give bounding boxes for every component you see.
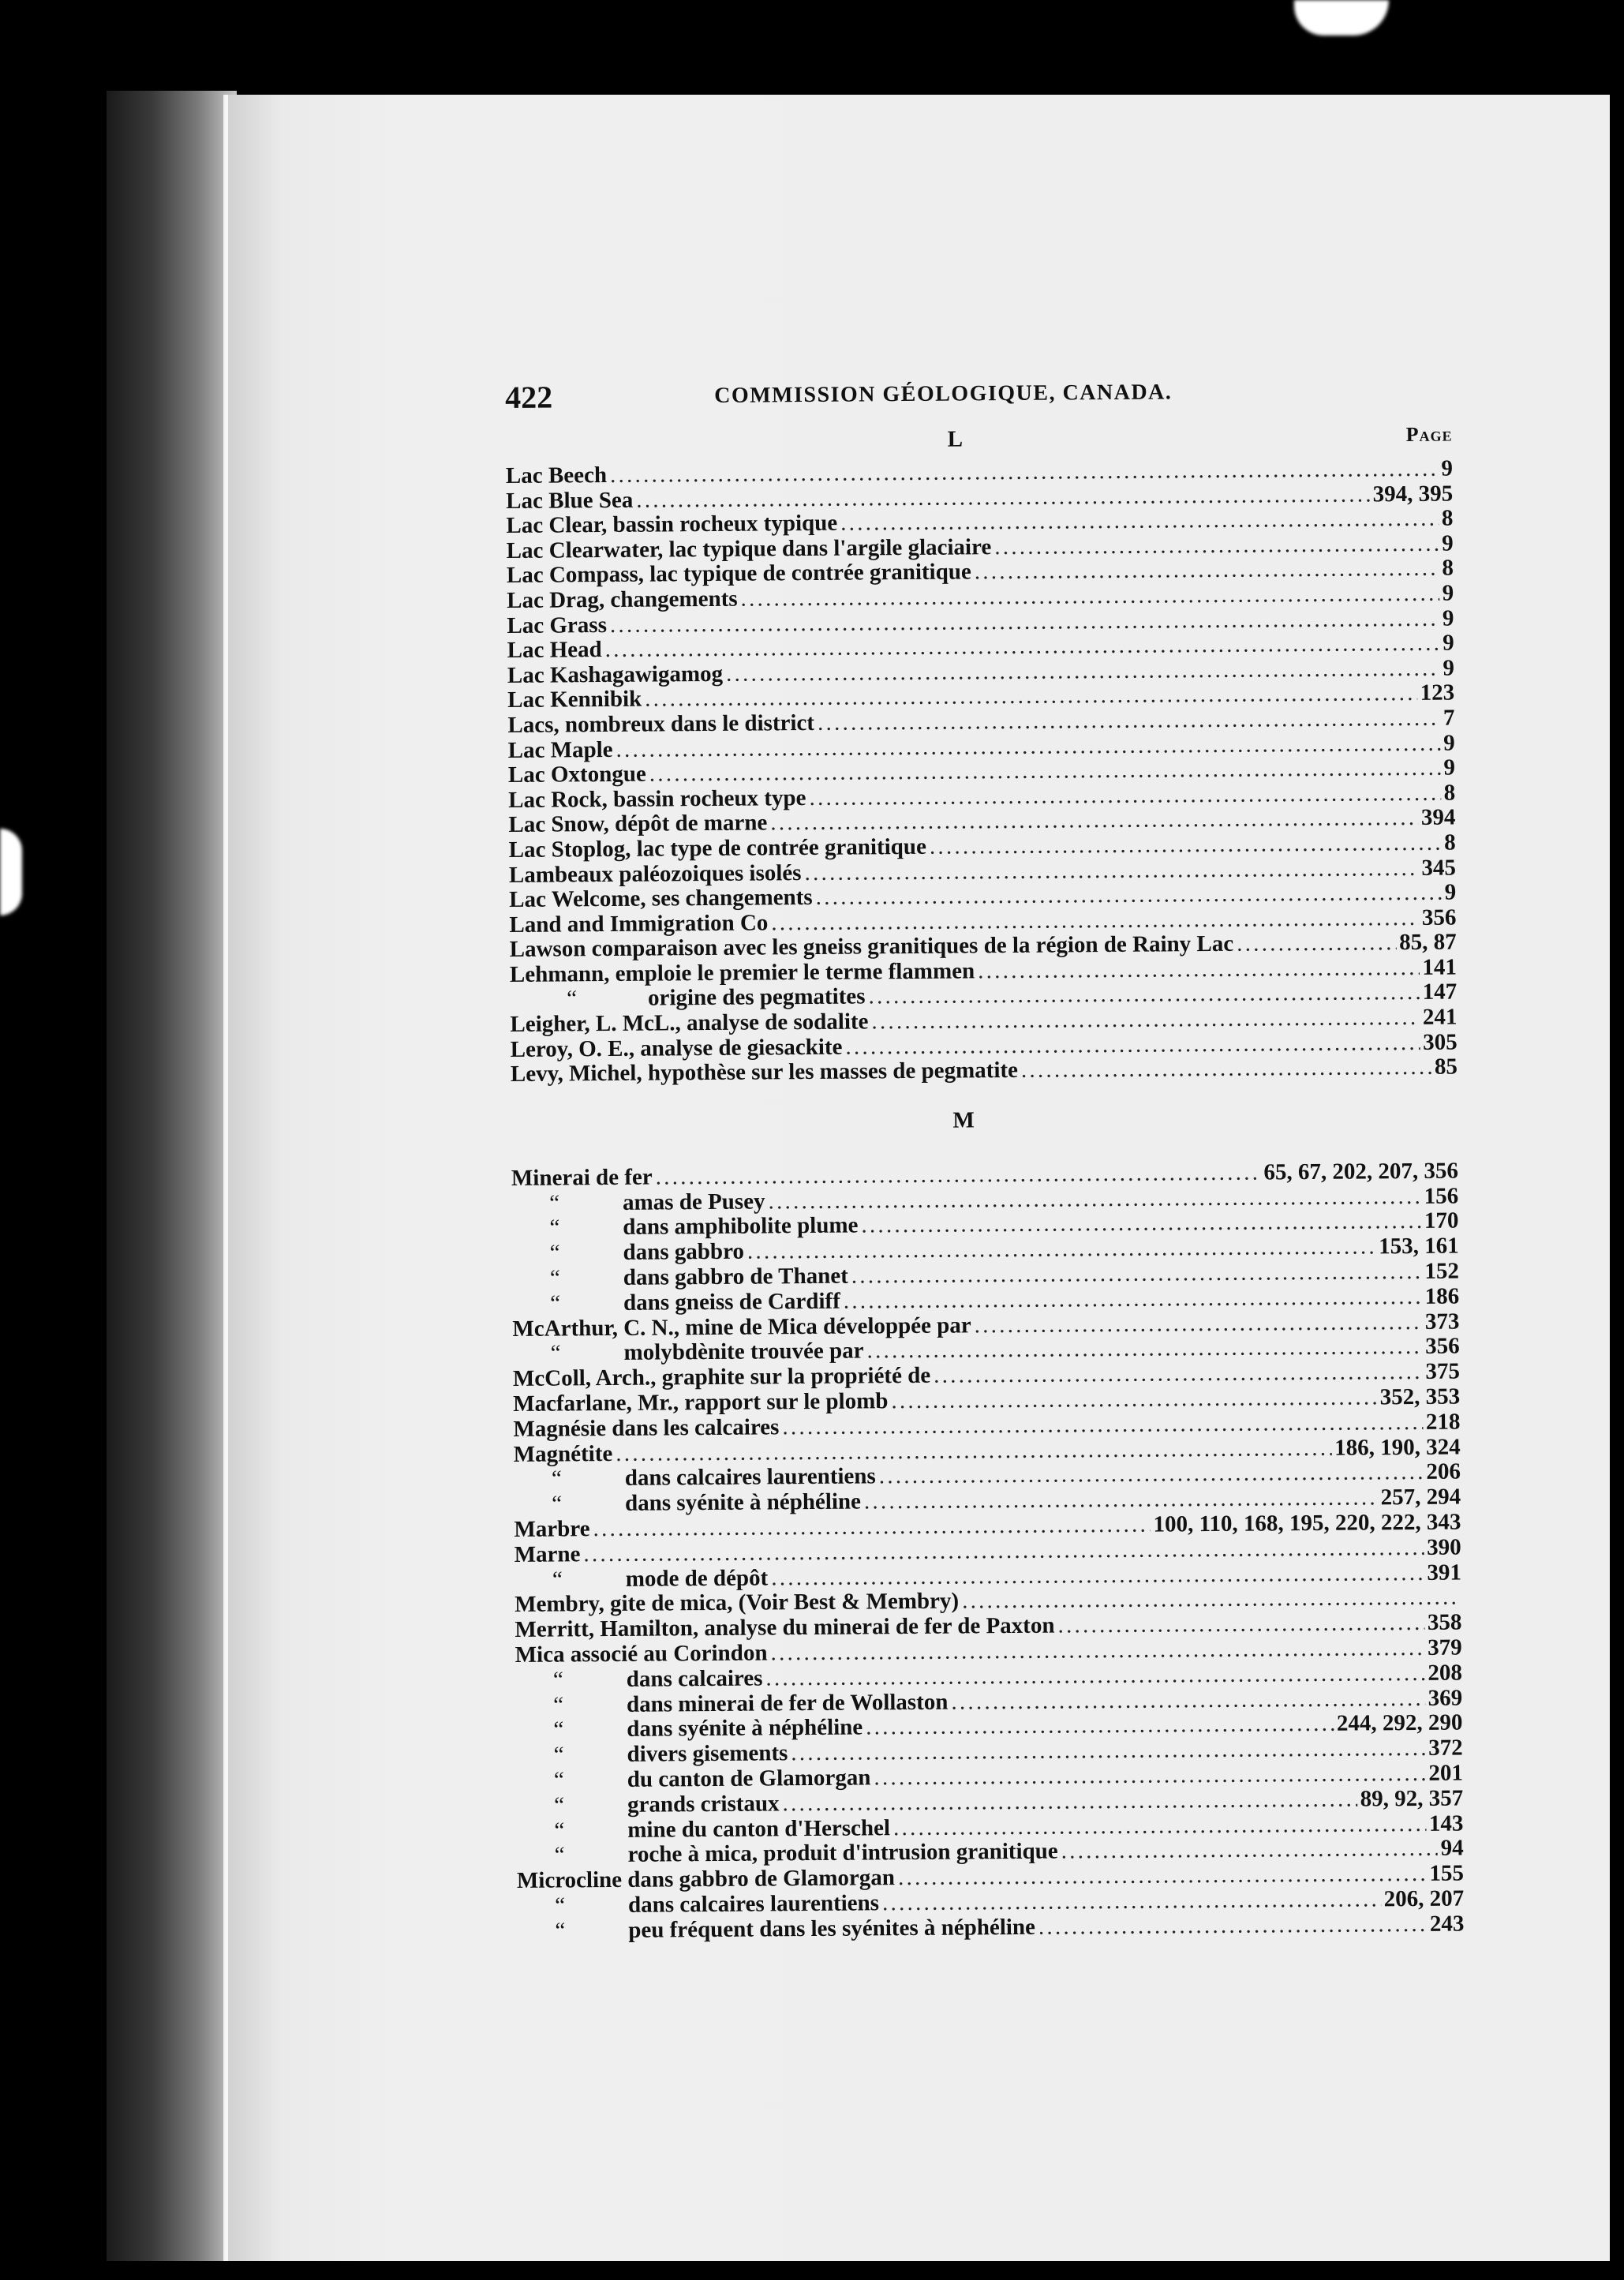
entry-pages: 345 [1421,855,1457,881]
page-header [505,372,1452,426]
section-letter: M [952,1107,975,1133]
index-list-l [506,457,1457,1088]
page-edge [223,95,228,2261]
entry-pages: 394 [1420,804,1456,831]
entry-term: dans gneiss de Cardiff [623,1288,840,1316]
entry-pages: 8 [1443,780,1456,806]
dot-leader [1057,1611,1424,1638]
entry-pages: 7 [1443,705,1455,731]
entry-pages: 379 [1428,1634,1462,1660]
ditto-mark: “ [553,1742,564,1768]
ditto-mark: “ [550,1290,561,1316]
entry-term: Merritt, Hamilton, analyse du minerai de fer de Paxton [515,1612,1055,1643]
page-number: 422 [505,379,553,415]
entry-term: Lac Beech [505,462,608,489]
entry-pages: 9 [1441,455,1454,481]
entry-term: McColl, Arch., graphite sur la propriété de [512,1363,931,1392]
ditto-mark: “ [549,1215,560,1241]
entry-term: dans minerai de fer de Wollaston [626,1689,949,1717]
dot-leader [891,1385,1376,1414]
section-heading-m [511,1080,1458,1166]
entry-pages: 206, 207 [1383,1885,1465,1912]
entry-pages: 94 [1440,1835,1464,1862]
entry-term: mine du canton d'Herschel [627,1814,891,1843]
entry-term: mode de dépôt [625,1565,769,1592]
entry-term: Magnétite [513,1440,613,1467]
ditto-mark: “ [555,1893,566,1919]
entry-pages: 153, 161 [1379,1233,1459,1260]
entry-pages: 186, 190, 324 [1334,1434,1461,1461]
entry-pages: 356 [1421,904,1457,930]
dot-leader [1021,1055,1431,1084]
entry-pages: 358 [1427,1609,1462,1636]
entry-pages: 9 [1442,530,1454,556]
scan-artifact [1294,0,1389,36]
dot-leader [975,1310,1422,1338]
entry-term: roche à mica, produit d'intrusion granitique [627,1838,1058,1868]
section-letter: L [947,426,964,452]
entry-pages: 201 [1428,1760,1464,1786]
entry-term: Lawson comparaison avec les gneiss granitiques de la région de Rainy Lac [509,931,1234,963]
dot-leader [994,531,1439,560]
entry-term: Lac Maple [507,736,613,763]
dot-leader [975,556,1439,585]
entry-term: dans gabbro de Thanet [623,1263,848,1290]
dot-leader [930,831,1442,860]
entry-term: dans syénite à néphéline [624,1488,862,1517]
dot-leader [866,1712,1334,1740]
entry-pages: 147 [1422,979,1457,1005]
entry-term: Lac Kashagawigamog [507,661,724,688]
ditto-mark: “ [554,1818,565,1844]
entry-term: Lacs, nombreux dans le district [507,709,815,738]
entry-pages: 241 [1422,1004,1457,1030]
entry-term: dans amphibolite plume [623,1212,859,1241]
entry-term: Lac Rock, bassin rocheux type [508,784,806,813]
ditto-mark: “ [549,1240,560,1266]
ditto-mark: “ [554,1792,565,1818]
ditto-mark: “ [567,986,578,1012]
dot-leader [934,1360,1423,1389]
entry-pages: 9 [1443,655,1455,681]
entry-pages: 257, 294 [1380,1484,1461,1511]
entry-term: Lac Compass, lac typique de contrée granitique [506,559,971,589]
entry-pages: 65, 67, 202, 207, 356 [1263,1158,1459,1185]
entry-pages: 394, 395 [1372,481,1454,507]
entry-pages: 391 [1427,1559,1462,1586]
section-heading-l [505,419,1452,464]
entry-term: Marne [514,1541,581,1567]
entry-pages: 100, 110, 168, 195, 220, 222, 343 [1153,1509,1461,1537]
entry-term: Magnésie dans les calcaires [513,1414,780,1442]
entry-pages: 141 [1422,954,1457,980]
entry-pages: 244, 292, 290 [1336,1709,1463,1737]
ditto-mark: “ [552,1667,563,1693]
entry-term: Lehmann, emploie le premier le terme flammen [509,958,975,987]
entry-term: Lac Snow, dépôt de marne [508,810,768,838]
entry-term: molybdènite trouvée par [623,1338,864,1366]
entry-pages: 208 [1428,1660,1463,1686]
entry-term: Lac Drag, changements [507,586,738,613]
entry-term: grands cristaux [627,1791,780,1818]
index-list-m [511,1159,1465,1944]
entry-term: Lambeaux paléozoiques isolés [508,859,802,888]
entry-pages: 123 [1420,680,1455,706]
entry-term: peu fréquent dans les syénites à néphéline [628,1914,1036,1943]
dot-leader [1061,1836,1438,1865]
ditto-mark: “ [549,1265,560,1291]
entry-pages: 390 [1427,1534,1461,1560]
dot-leader [882,1887,1381,1916]
dot-leader [1237,930,1396,957]
ditto-mark: “ [550,1340,561,1367]
entry-term: Lac Stoplog, lac type de contrée granitique [508,833,927,863]
entry-pages: 8 [1444,829,1456,855]
entry-pages: 85, 87 [1399,929,1457,956]
entry-term: Land and Immigration Co [509,910,769,938]
dot-leader [898,1862,1427,1891]
entry-term: Leigher, L. McL., analyse de sodalite [510,1009,869,1038]
ditto-mark: “ [552,1491,563,1517]
dot-leader [1038,1912,1427,1941]
entry-pages: 372 [1428,1735,1463,1761]
entry-term: Membry, gite de mica, (Voir Best & Membry) [515,1588,960,1618]
ditto-mark: “ [555,1918,566,1944]
entry-term: divers gisements [627,1740,788,1768]
ditto-mark: “ [553,1717,564,1743]
ditto-mark: “ [552,1567,563,1593]
entry-pages: 170 [1424,1207,1459,1234]
ditto-mark: “ [549,1190,560,1216]
entry-term: Lac Clearwater, lac typique dans l'argile glaciaire [506,533,992,563]
entry-pages: 375 [1425,1358,1461,1385]
entry-pages: 8 [1441,505,1454,531]
scan-artifact [0,829,22,915]
entry-term: dans calcaires laurentiens [627,1890,880,1918]
entry-pages: 243 [1429,1911,1465,1937]
page-column-label: Page [1405,422,1453,447]
entry-term: Lac Grass [507,612,608,638]
dot-leader [962,1586,1458,1615]
entry-pages: 8 [1442,555,1454,582]
entry-term: Levy, Michel, hypothèse sur les masses de pegmatite [510,1058,1019,1088]
ditto-mark: “ [553,1767,564,1793]
entry-pages: 9 [1442,580,1454,606]
entry-pages: 186 [1424,1283,1460,1309]
book-binding-shadow [107,91,237,2261]
entry-pages: 9 [1442,605,1454,631]
entry-pages: 89, 92, 357 [1360,1785,1464,1812]
ditto-mark: “ [553,1692,564,1718]
running-head: COMMISSION GÉOLOGIQUE, CANADA. [714,380,1173,408]
entry-pages: 155 [1429,1860,1465,1887]
entry-pages: 373 [1424,1308,1460,1335]
entry-term: amas de Pusey [622,1189,765,1215]
entry-term: Mica associé au Corindon [515,1640,768,1668]
ditto-mark: “ [554,1842,565,1868]
entry-pages: 9 [1443,754,1456,781]
entry-pages: 369 [1428,1685,1463,1711]
entry-term: dans calcaires [626,1665,763,1692]
entry-pages: 305 [1423,1029,1457,1055]
entry-pages: 206 [1426,1458,1461,1485]
entry-pages: 356 [1425,1333,1460,1360]
entry-term: Macfarlane, Mr., rapport sur le plomb [513,1388,889,1417]
entry-term: Lac Clear, bassin rocheux typique [506,510,838,539]
entry-term: dans gabbro [623,1238,745,1266]
entry-pages: 9 [1443,630,1454,656]
entry-term: Lac Welcome, ses changements [509,885,813,913]
entry-pages: 218 [1425,1409,1461,1435]
entry-pages: 143 [1428,1810,1464,1836]
entry-term: Leroy, O. E., analyse de giesackite [510,1034,843,1062]
entry-term: Minerai de fer [511,1164,653,1191]
dot-leader [893,1811,1426,1840]
entry-term: origine des pegmatites [647,983,866,1012]
ditto-mark: “ [551,1466,562,1492]
entry-term: Lac Blue Sea [506,487,634,514]
entry-pages: 352, 353 [1379,1383,1461,1410]
entry-term: Microcline dans gabbro de Glamorgan [516,1865,896,1894]
entry-term: Lac Oxtongue [507,761,646,788]
entry-term: Lac Head [507,637,602,664]
entry-pages: 9 [1443,730,1455,756]
entry-term: dans syénite à néphéline [627,1714,863,1743]
index-page [505,372,1465,1945]
dot-leader [978,956,1419,984]
entry-term: McArthur, C. N., mine de Mica développée par [512,1312,971,1342]
entry-term: Marbre [514,1516,590,1542]
entry-pages: 85 [1434,1054,1458,1080]
entry-pages: 156 [1424,1183,1459,1209]
entry-pages: 152 [1424,1258,1460,1284]
entry-term: du canton de Glamorgan [627,1765,871,1792]
entry-pages: 9 [1444,879,1457,905]
entry-term: dans calcaires laurentiens [624,1463,876,1492]
entry-term: Lac Kennibik [507,686,642,713]
